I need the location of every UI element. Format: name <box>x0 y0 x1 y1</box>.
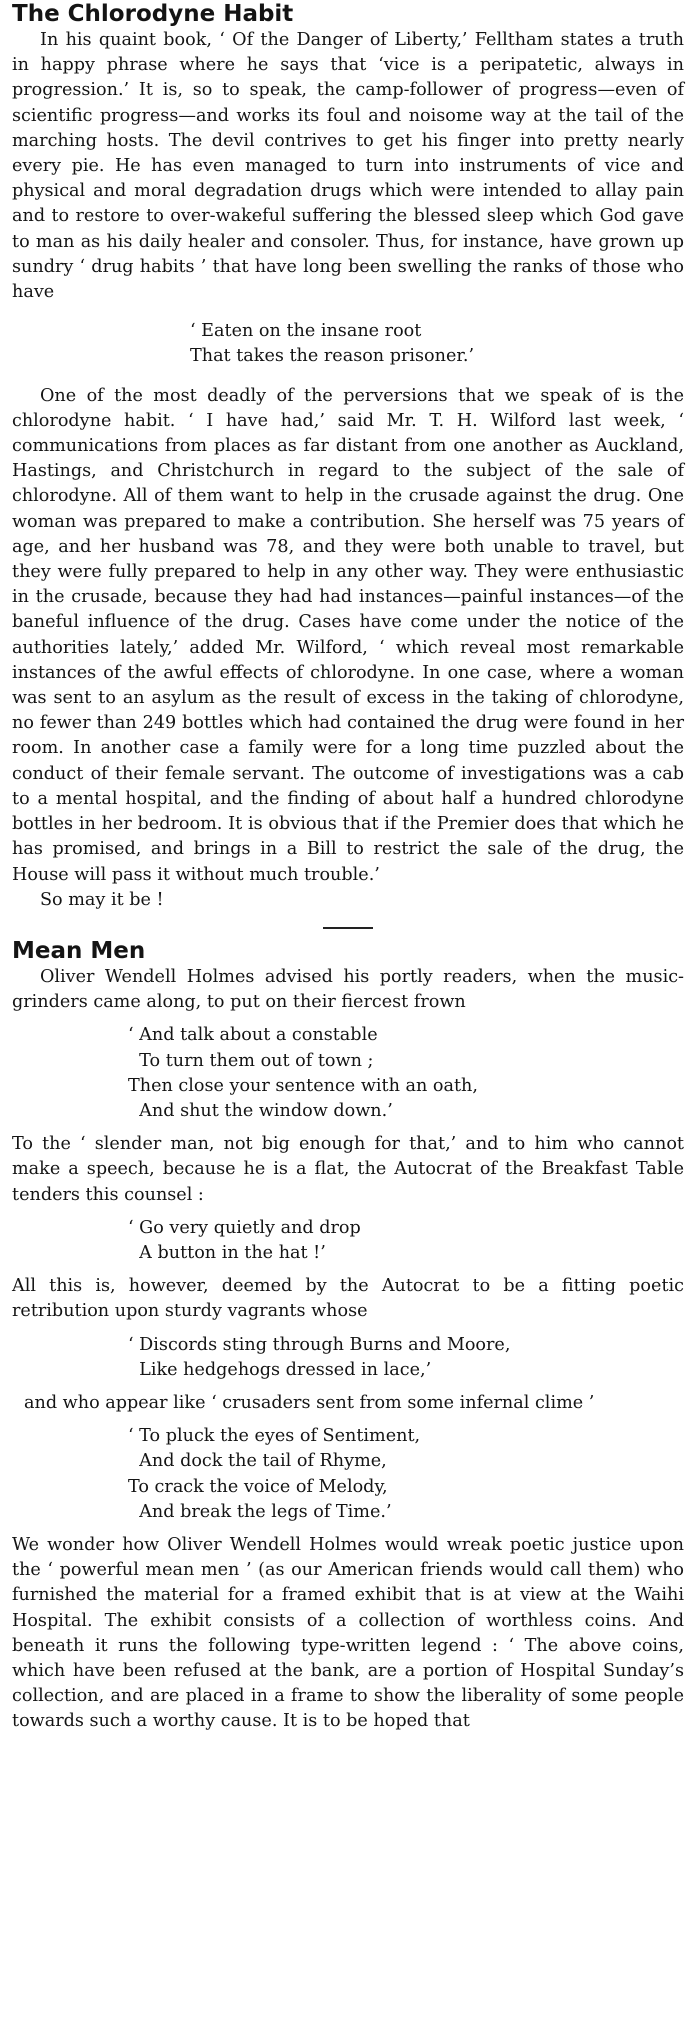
article-title-mean-men: Mean Men <box>12 937 146 964</box>
verse-quote: ‘ And talk about a constable To turn them out of town ; Then close your sentence with an oath, And shut the window down.’ <box>128 1025 478 1121</box>
article-paragraph: One of the most deadly of the perversions that we speak of is the chlorodyne habit. ‘ I have had,’ said Mr. T. H. Wilford last week, ‘ communications from places as far distant from one another as Auckland, Hastings, and Christchurch in regard to the subject of the sale of chlorodyne. All of them want to help in the crusade against the drug. One woman was prepared to make a contribution. She herself was 75 years of age, and her husband was 78, and they were both unable to travel, but they were fully prepared to help in any other way. They were enthusiastic in the crusade, because they had had instances—painful instances—of the baneful influence of the drug. Cases have come under the notice of the authorities lately,’ added Mr. Wilford, ‘ which reveal most remarkable instances of the awful effects of chlorodyne. In one case, where a woman was sent to an asylum as the result of excess in the taking of chlorodyne, no fewer than 249 bottles which had contained the drug were found in her room. In another case a family were for a long time puzzled about the conduct of their female servant. The outcome of investigations was a cab to a mental hospital, and the finding of about half a hundred chlorodyne bottles in her bedroom. It is obvious that if the Premier does that which he has promised, and brings in a Bill to restrict the sale of the drug, the House will pass it without much trouble.’ <box>12 385 684 885</box>
article-title-chlorodyne: The Chlorodyne Habit <box>12 1 294 27</box>
verse-quote: ‘ To pluck the eyes of Sentiment, And dock the tail of Rhyme, To crack the voice of Melody, And break the legs of Time.’ <box>128 1426 421 1522</box>
article-paragraph: To the ‘ slender man, not big enough for that,’ and to him who cannot make a speech, because he is a flat, the Autocrat of the Breakfast Table tenders this counsel : <box>12 1134 684 1205</box>
article-paragraph: and who appear like ‘ crusaders sent from some infernal clime ’ <box>24 1392 595 1413</box>
verse-quote: ‘ Go very quietly and drop A button in the hat !’ <box>128 1217 361 1263</box>
article-paragraph: We wonder how Oliver Wendell Holmes would wreak poetic justice upon the ‘ powerful mean men ’ (as our American friends would call them) who furnished the material for a framed exhibit that is at view at the Waihi Hospital. The exhibit consists of a collection of worthless coins. And beneath it runs the following type-written legend : ‘ The above coins, which have been refused at the bank, are a portion of Hospital Sunday’s collection, and are placed in a frame to show the liberality of some people towards such a worthy cause. It is to be hoped that <box>12 1534 684 1732</box>
article-paragraph: Oliver Wendell Holmes advised his portly readers, when the music-grinders came along, to put on their fiercest frown <box>12 966 684 1013</box>
verse-quote: ‘ Discords sting through Burns and Moore, Like hedgehogs dressed in lace,’ <box>128 1334 511 1380</box>
article-paragraph: All this is, however, deemed by the Autocrat to be a fitting poetic retribution upon sturdy vagrants whose <box>12 1276 684 1322</box>
closing-line: So may it be ! <box>40 889 164 910</box>
verse-quote: ‘ Eaten on the insane root That takes the reason prisoner.’ <box>190 321 475 367</box>
article-paragraph: In his quaint book, ‘ Of the Danger of Liberty,’ Felltham states a truth in happy phrase where he says that ‘vice is a peripatetic, always in progression.’ It is, so to speak, the camp-follower of progress—even of scientific progress—and works its foul and noisome way at the tail of the marching hosts. The devil contrives to get his finger into pretty nearly every pie. He has even managed to turn into instruments of vice and physical and moral degradation drugs which were intended to allay pain and to restore to over-wakeful suffering the blessed sleep which God gave to man as his daily healer and consoler. Thus, for instance, have grown up sundry ‘ drug habits ’ that have long been swelling the ranks of those who have <box>12 30 684 303</box>
